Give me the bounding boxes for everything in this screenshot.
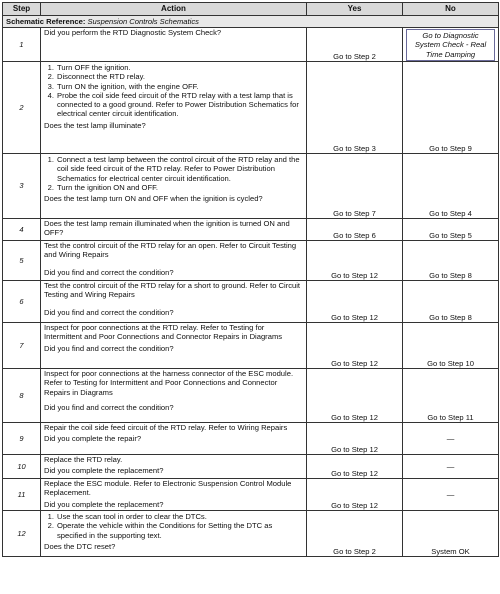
action-question: Did you complete the replacement?	[44, 466, 164, 476]
yes-link[interactable]: Go to Step 12	[331, 270, 378, 280]
no-dash: —	[446, 489, 455, 499]
action-question: Did you find and correct the condition?	[44, 267, 174, 277]
list-item: 4. Probe the coil side feed circuit of the RTD relay with a test lamp that is connected to a good ground. Refer to Power Distribution Schematics for electrical center circuit identification.	[47, 90, 299, 119]
yes-cell[interactable]	[307, 28, 403, 62]
step-number: 7	[3, 323, 41, 369]
yes-link[interactable]: Go to Step 7	[333, 208, 376, 218]
action-cell	[41, 281, 307, 323]
yes-cell[interactable]	[307, 219, 403, 241]
action-text: Repair the coil side feed circuit of the RTD relay. Refer to Wiring Repairs	[44, 423, 288, 432]
action-text: Inspect for poor connections at the harness connector of the ESC module. Refer to Testing for Intermittent and Poor Connections and Connector Repairs in Diagrams	[44, 369, 294, 397]
table-row	[3, 62, 499, 154]
no-link[interactable]: Go to Step 8	[429, 270, 472, 280]
yes-cell[interactable]	[307, 511, 403, 557]
action-cell	[41, 154, 307, 219]
header-step: Step	[3, 3, 41, 16]
header-row	[3, 3, 499, 16]
yes-cell[interactable]	[307, 323, 403, 369]
yes-cell[interactable]	[307, 479, 403, 511]
header-action: Action	[41, 3, 307, 16]
yes-link[interactable]: Go to Step 12	[331, 358, 378, 368]
no-link[interactable]: Go to Step 11	[427, 412, 474, 422]
step-number: 12	[3, 511, 41, 557]
reference-label: Schematic Reference:	[6, 16, 86, 26]
yes-cell[interactable]	[307, 154, 403, 219]
list-item: 1. Connect a test lamp between the control circuit of the RTD relay and the coil side feed circuit of the RTD relay. Refer to Power Distribution Schematics for electrical center circuit identification.	[47, 155, 300, 183]
yes-cell[interactable]	[307, 281, 403, 323]
no-cell[interactable]	[403, 241, 499, 281]
yes-link[interactable]: Go to Step 12	[331, 312, 378, 322]
table-row	[3, 511, 499, 557]
no-cell[interactable]	[403, 28, 499, 62]
action-text: Replace the RTD relay.	[44, 455, 123, 464]
table-row	[3, 281, 499, 323]
no-cell[interactable]	[403, 323, 499, 369]
step-number: 5	[3, 241, 41, 281]
yes-link[interactable]: Go to Step 12	[331, 412, 378, 422]
table-row	[3, 241, 499, 281]
action-cell	[41, 479, 307, 511]
no-cell[interactable]	[403, 511, 499, 557]
schematic-reference	[3, 16, 499, 28]
action-text: Replace the ESC module. Refer to Electronic Suspension Control Module Replacement.	[44, 479, 292, 498]
yes-link[interactable]: Go to Step 12	[331, 468, 378, 478]
no-link[interactable]: Go to Step 8	[429, 312, 472, 322]
action-cell	[41, 423, 307, 455]
table-row	[3, 369, 499, 423]
action-text: Test the control circuit of the RTD relay for a short to ground. Refer to Circuit Testing and Wiring Repairs	[44, 281, 301, 300]
action-cell	[41, 62, 307, 154]
no-cell	[403, 479, 499, 511]
reference-value: Suspension Controls Schematics	[87, 16, 199, 26]
no-cell[interactable]	[403, 219, 499, 241]
action-question: Does the DTC reset?	[44, 541, 116, 551]
no-link[interactable]: Go to Step 10	[427, 358, 474, 368]
action-question: Does the test lamp turn ON and OFF when the ignition is cycled?	[44, 194, 263, 203]
no-link[interactable]: Go to Step 4	[429, 208, 472, 218]
action-cell	[41, 369, 307, 423]
list-item: 1. Turn OFF the ignition.	[47, 63, 131, 72]
action-question: Did you find and correct the condition?	[44, 343, 174, 353]
yes-link[interactable]: Go to Step 12	[331, 500, 378, 510]
table-row	[3, 154, 499, 219]
no-cell[interactable]	[403, 154, 499, 219]
no-cell[interactable]	[403, 369, 499, 423]
action-question: Did you find and correct the condition?	[44, 402, 174, 412]
action-text: Test the control circuit of the RTD relay for an open. Refer to Circuit Testing and Wiring Repairs	[44, 241, 297, 260]
yes-cell[interactable]	[307, 241, 403, 281]
yes-link[interactable]: Go to Step 2	[333, 51, 376, 61]
no-cell	[403, 423, 499, 455]
step-number: 11	[3, 479, 41, 511]
table-row	[3, 455, 499, 479]
table-row	[3, 219, 499, 241]
step-number: 9	[3, 423, 41, 455]
action-cell	[41, 323, 307, 369]
action-list	[44, 512, 303, 540]
action-cell	[41, 241, 307, 281]
step-number: 10	[3, 455, 41, 479]
action-cell	[41, 28, 307, 62]
table-row	[3, 479, 499, 511]
no-link[interactable]: Go to Step 9	[429, 143, 472, 153]
yes-cell[interactable]	[307, 423, 403, 455]
action-cell	[41, 219, 307, 241]
no-cell	[403, 455, 499, 479]
action-text: Did you perform the RTD Diagnostic System Check?	[44, 28, 222, 37]
step-number: 8	[3, 369, 41, 423]
no-cell[interactable]	[403, 62, 499, 154]
header-no: No	[403, 3, 499, 16]
no-link[interactable]: Go to Step 5	[429, 230, 472, 240]
action-list	[44, 155, 303, 192]
table-row	[3, 423, 499, 455]
no-cell[interactable]	[403, 281, 499, 323]
no-dash: —	[446, 433, 455, 443]
step-number: 1	[3, 28, 41, 62]
action-text: Inspect for poor connections at the RTD relay. Refer to Testing for Intermittent and Poor Connections and Connector Repairs in Diagrams	[44, 323, 283, 342]
action-question: Did you find and correct the condition?	[44, 307, 174, 317]
action-list	[44, 63, 303, 119]
yes-link[interactable]: Go to Step 6	[333, 230, 376, 240]
header-yes: Yes	[307, 3, 403, 16]
action-text: Does the test lamp remain illuminated when the ignition is turned ON and OFF?	[44, 219, 290, 238]
list-item: 2. Disconnect the RTD relay.	[47, 72, 145, 82]
action-cell	[41, 511, 307, 557]
table-row	[3, 28, 499, 62]
action-question: Does the test lamp illuminate?	[44, 120, 146, 130]
action-cell	[41, 455, 307, 479]
list-item: 3. Turn ON the ignition, with the engine OFF.	[47, 81, 199, 91]
step-number: 2	[3, 62, 41, 154]
schematic-reference-row	[3, 16, 499, 28]
list-item: 2. Turn the ignition ON and OFF.	[47, 182, 159, 192]
list-item: 2. Operate the vehicle within the Conditions for Setting the DTC as specified in the supporting text.	[47, 521, 273, 540]
step-number: 3	[3, 154, 41, 219]
yes-link[interactable]: Go to Step 12	[331, 444, 378, 454]
list-item: 1. Use the scan tool in order to clear the DTCs.	[47, 512, 207, 521]
yes-cell[interactable]	[307, 62, 403, 154]
yes-cell[interactable]	[307, 369, 403, 423]
step-number: 6	[3, 281, 41, 323]
no-link[interactable]: Go to Diagnostic System Check - Real Time Damping	[406, 29, 495, 61]
yes-link[interactable]: Go to Step 2	[333, 546, 376, 556]
action-question: Did you complete the repair?	[44, 434, 142, 444]
diagnostic-table	[2, 2, 499, 557]
yes-link[interactable]: Go to Step 3	[333, 143, 376, 153]
step-number: 4	[3, 219, 41, 241]
no-link[interactable]: System OK	[431, 546, 470, 556]
no-dash: —	[446, 461, 455, 471]
yes-cell[interactable]	[307, 455, 403, 479]
table-row	[3, 323, 499, 369]
action-question: Did you complete the replacement?	[44, 499, 164, 509]
